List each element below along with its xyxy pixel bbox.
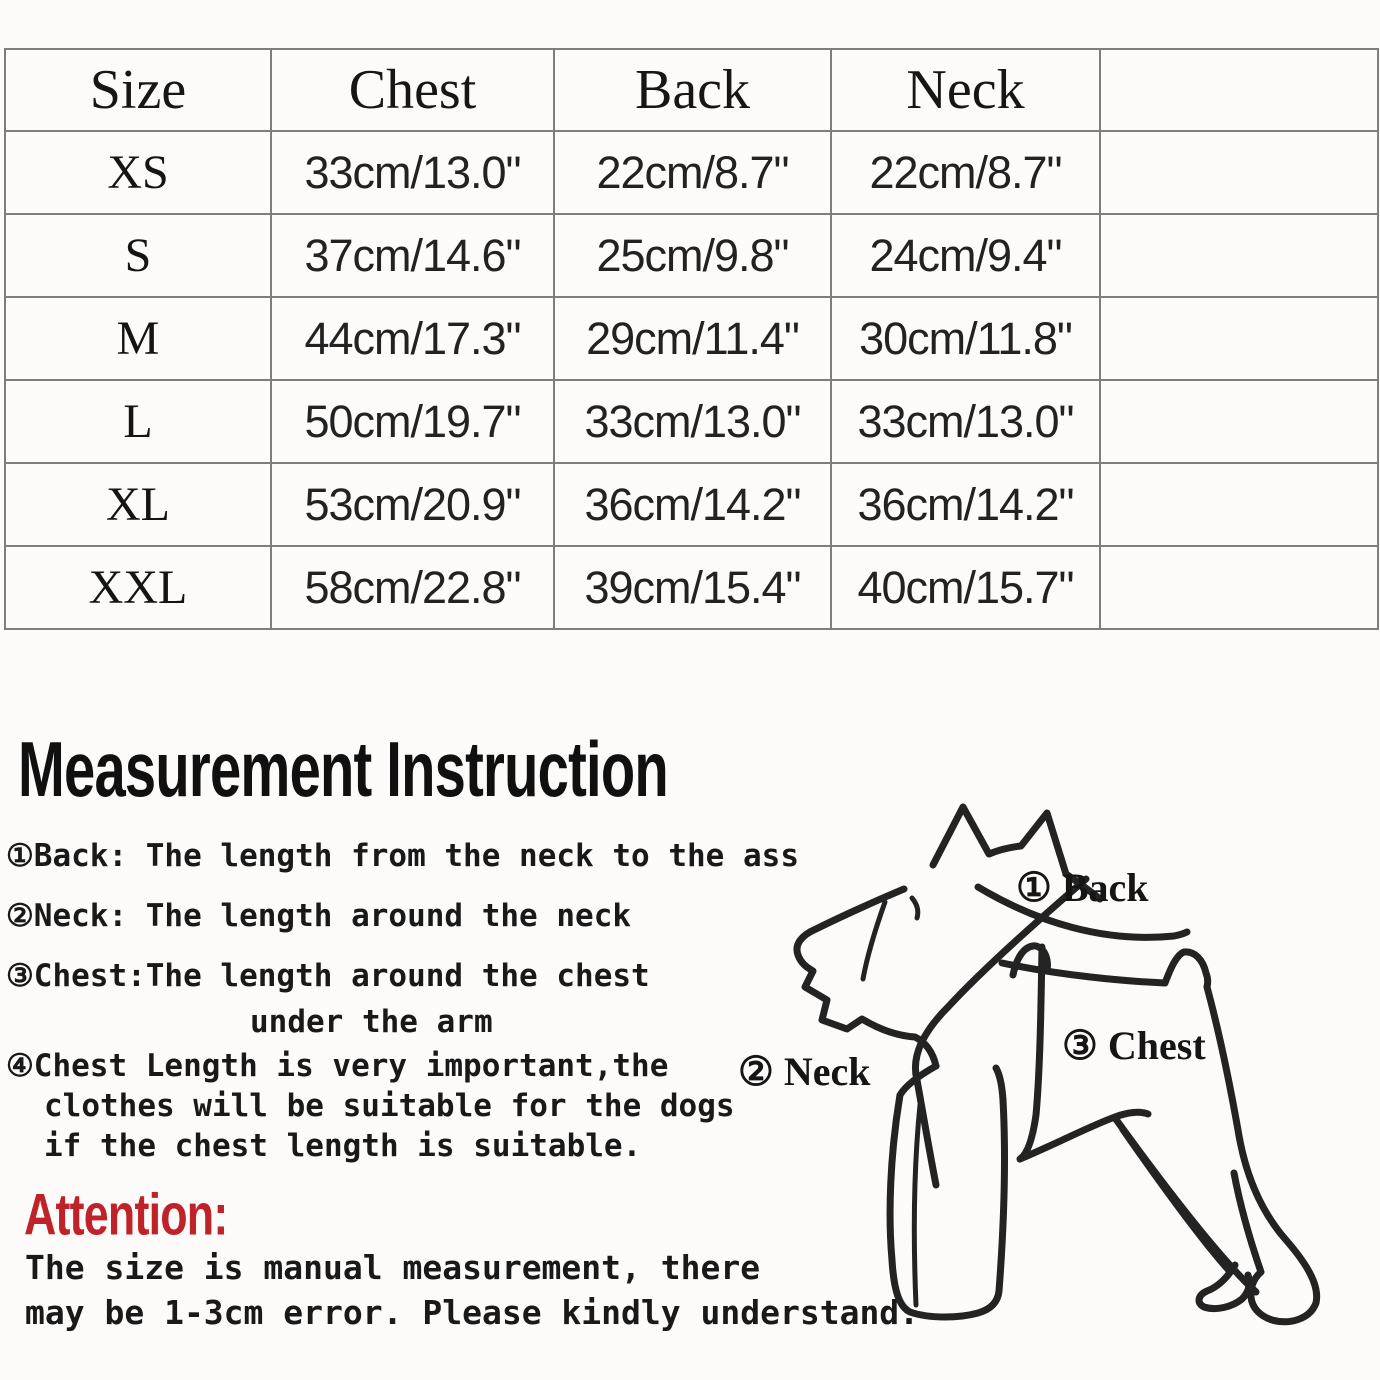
measurement-instruction-heading: Measurement Instruction: [18, 727, 668, 814]
size-table: [4, 48, 1379, 630]
empty-cell: [1100, 214, 1378, 297]
dog-thigh-line-inner: [1122, 1130, 1230, 1273]
size-label: XS: [5, 131, 271, 214]
neck-value: 30cm/11.8": [831, 297, 1100, 380]
instruction-chest: ③Chest:The length around the chest: [6, 958, 650, 994]
column-header-empty: [1100, 49, 1378, 131]
dog-eye: [912, 898, 918, 918]
column-header-chest: Chest: [271, 49, 554, 131]
neck-value: 24cm/9.4": [831, 214, 1100, 297]
dog-front-legs: [890, 1066, 1004, 1317]
table-row: [5, 214, 1378, 297]
table-row: [5, 380, 1378, 463]
chest-value: 44cm/17.3": [271, 297, 554, 380]
back-value: 36cm/14.2": [554, 463, 831, 546]
empty-cell: [1100, 131, 1378, 214]
size-label: M: [5, 297, 271, 380]
back-value: 29cm/11.4": [554, 297, 831, 380]
neck-value: 33cm/13.0": [831, 380, 1100, 463]
dog-topline: [1002, 952, 1208, 987]
neck-value: 40cm/15.7": [831, 546, 1100, 629]
neck-value: 36cm/14.2": [831, 463, 1100, 546]
instruction-chest-cont: under the arm: [250, 1004, 493, 1040]
attention-heading: Attention:: [24, 1181, 228, 1248]
chest-value: 53cm/20.9": [271, 463, 554, 546]
empty-cell: [1100, 297, 1378, 380]
dog-front-leg-divider: [914, 1105, 920, 1305]
size-label: XXL: [5, 546, 271, 629]
chest-value: 58cm/22.8": [271, 546, 554, 629]
back-value: 22cm/8.7": [554, 131, 831, 214]
empty-cell: [1100, 380, 1378, 463]
instruction-back: ①Back: The length from the neck to the ass: [6, 838, 799, 874]
instruction-neck: ②Neck: The length around the neck: [6, 898, 632, 934]
chest-value: 37cm/14.6": [271, 214, 554, 297]
attention-text: may be 1-3cm error. Please kindly understand.: [25, 1293, 920, 1332]
table-row: [5, 297, 1378, 380]
diagram-label-neck: ② Neck: [738, 1049, 871, 1094]
dog-far-hind-foot: [1199, 1265, 1249, 1309]
column-header-neck: Neck: [831, 49, 1100, 131]
table-row: [5, 463, 1378, 546]
neck-value: 22cm/8.7": [831, 131, 1100, 214]
table-row: [5, 546, 1378, 629]
size-label: S: [5, 214, 271, 297]
attention-text: The size is manual measurement, there: [25, 1248, 761, 1287]
instruction-chest-length-end: if the chest length is suitable.: [44, 1128, 642, 1164]
dog-hind-leg: [1207, 987, 1317, 1322]
table-row: [5, 131, 1378, 214]
back-value: 25cm/9.8": [554, 214, 831, 297]
diagram-label-chest: ③ Chest: [1062, 1023, 1206, 1068]
back-value: 39cm/15.4": [554, 546, 831, 629]
diagram-label-back: ① Back: [1016, 865, 1149, 910]
column-header-size: Size: [5, 49, 271, 131]
instruction-chest-length-cont: clothes will be suitable for the dogs: [44, 1088, 735, 1124]
column-header-back: Back: [554, 49, 831, 131]
instruction-chest-length: ④Chest Length is very important,the: [6, 1048, 669, 1084]
back-value: 33cm/13.0": [554, 380, 831, 463]
empty-cell: [1100, 463, 1378, 546]
chest-value: 33cm/13.0": [271, 131, 554, 214]
dog-muzzle-line: [863, 902, 885, 979]
empty-cell: [1100, 546, 1378, 629]
chest-value: 50cm/19.7": [271, 380, 554, 463]
table-header-row: [5, 49, 1378, 131]
size-label: XL: [5, 463, 271, 546]
size-label: L: [5, 380, 271, 463]
